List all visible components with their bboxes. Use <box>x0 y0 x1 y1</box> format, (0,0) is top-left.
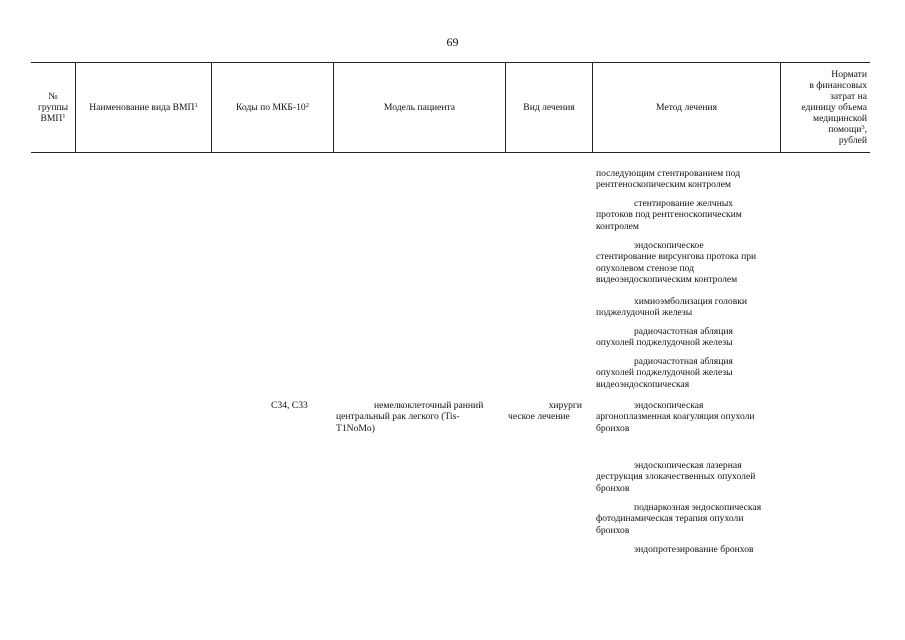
method-entry: поднаркозная эндоскопическая фотодинамическая терапия опухоли бронхов <box>596 502 762 536</box>
method-entry: эндопротезирование бронхов <box>634 544 754 555</box>
header-financial-norm: Нормати в финансовых затрат на единицу объема медицинской помощи$^3$, рублей <box>801 68 867 146</box>
icd-codes-cell: C34, C33 <box>271 400 308 411</box>
patient-model-cell: немелкоклеточный ранний центральный рак легкого (Tis- T1NoMo) <box>336 400 484 434</box>
method-entry: радиочастотная абляция опухолей поджелудочной железы <box>596 326 733 349</box>
header-vmp-name: Наименование вида ВМП$^1$ <box>89 101 198 113</box>
method-entry: радиочастотная абляция опухолей поджелудочной железы видеоэндоскопическая <box>596 356 733 390</box>
header-treatment-type: Вид лечения <box>523 101 575 113</box>
header-group-number: № группы ВМП$^1$ <box>37 90 69 124</box>
method-entry: химиоэмболизация головки поджелудочной железы <box>596 296 748 319</box>
method-entry: эндоскопическое стентирование вирсунгова протока при опухолевом стенозе под видеоэндоскопическим контролем <box>596 240 757 286</box>
header-icd-codes: Коды по МКБ-$10^2$ <box>236 101 309 113</box>
header-treatment-method: Метод лечения <box>655 101 718 113</box>
method-entry: последующим стентированием под рентгеноскопическим контролем <box>596 168 741 191</box>
treatment-type-cell: хирурги ческое лечение <box>508 400 582 423</box>
page-number: 69 <box>446 35 459 49</box>
method-entry: стентирование желчных протоков под рентгеноскопическим контролем <box>596 198 742 232</box>
method-entry: эндоскопическая лазерная деструкция злокачественных опухолей бронхов <box>596 460 756 494</box>
table-header-bottom-rule <box>31 152 870 153</box>
method-entry: эндоскопическая аргоноплазменная коагуляция опухоли бронхов <box>596 400 755 434</box>
header-patient-model: Модель пациента <box>383 101 456 113</box>
